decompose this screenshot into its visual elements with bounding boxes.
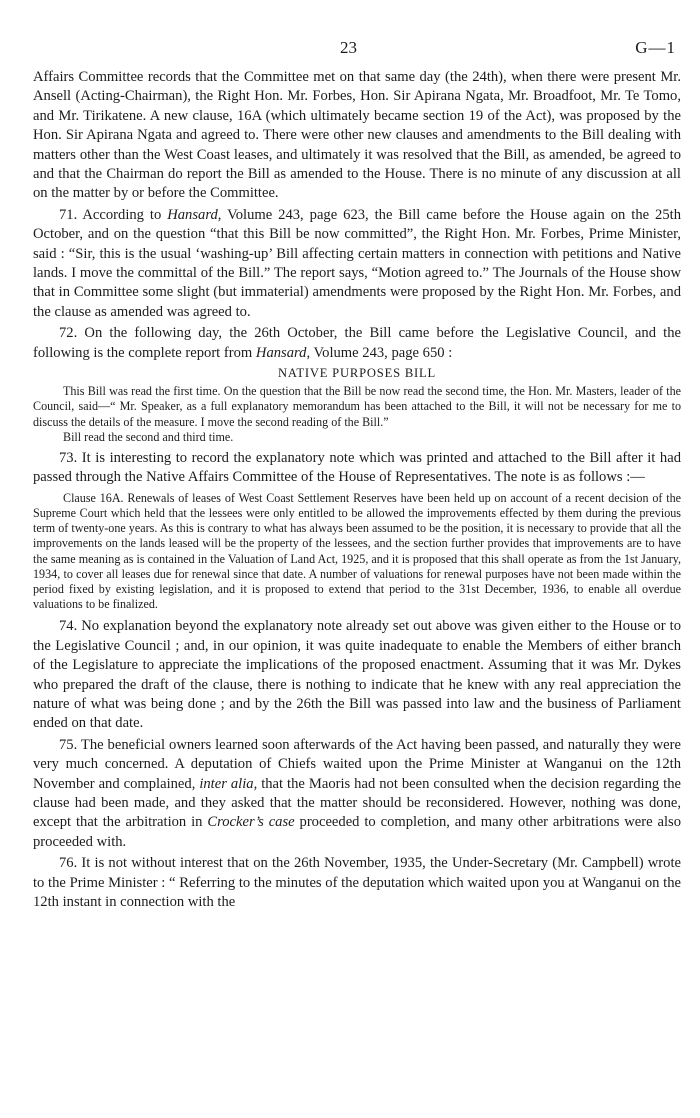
section-heading: NATIVE PURPOSES BILL <box>277 366 437 381</box>
explanatory-note-text: Clause 16A. Renewals of leases of West Coast Settlement Reserves have been held up on account of a recent decision of the Supreme Court which held that the lessees were only entitled to be allowed the improvements effected by them during the previous term of twenty-one years. As this is contrary to what has always been assumed to be the position, it is necessary to provide that all the improvements on the lands leased will be the property of the lessees, and the section further provides that improvements are to have the same meaning as is contained in the Valuation of Land Act, 1925, and it is proposed that this shall operate as from the 1st January, 1934, to cover all leases due for renewal since that date. A number of valuations for renewal purposes have not been made within the period fixed by existing legislation, and it is proposed to extend that period to the 31st December, 1936, to enable all overdue valuations to be finalized. <box>33 490 681 612</box>
paragraph-71: 71. According to Hansard, Volume 243, page 623, the Bill came before the House again on the 25th October, and on the question “that this Bill be now committed”, the Right Hon. Mr. Forbes, Prime Minister, said : “Sir, this is the usual ‘washing-up’ Bill affecting certain matters in connection with petitions and Native lands. I move the committal of the Bill.” The report says, “Motion agreed to.” The Journals of the House show that in Committee some slight (but immaterial) amendments were proposed by the Right Hon. Mr. Forbes, and the clause as amended was agreed to. <box>33 206 681 320</box>
page-header <box>0 38 700 58</box>
hansard-quote-end: Bill read the second and third time. <box>63 429 234 444</box>
paragraph-76: 76. It is not without interest that on the 26th November, 1935, the Under-Secretary (Mr. Campbell) wrote to the Prime Minister : “ Referring to the minutes of the deputation which waited upon you at Wanganui on the 12th instant in connection with the <box>33 855 681 911</box>
hansard-quote: This Bill was read the first time. On the question that the Bill be now read the second time, the Hon. Mr. Masters, leader of the Council, said—“ Mr. Speaker, as a full explanatory memorandum has been attached to the Bill, it will not be necessary for me to discuss the details of the measure. I move the second reading of the Bill.” <box>33 384 681 429</box>
page-body <box>33 68 681 914</box>
paragraph-73: 73. It is interesting to record the explanatory note which was printed and attached to the Bill after it had passed through the Native Affairs Committee of the House of Representatives. The note is as follows :— <box>33 449 681 486</box>
paragraph-72: 72. On the following day, the 26th October, the Bill came before the Legislative Council, and the following is the complete report from Hansard, Volume 243, page 650 : <box>33 325 681 361</box>
document-reference: G—1 <box>635 38 676 57</box>
paragraph-75: 75. The beneficial owners learned soon afterwards of the Act having been passed, and naturally they were very much concerned. A deputation of Chiefs waited upon the Prime Minister at Wanganui on the 12th November and complained, inter alia, that the Maoris had not been consulted when the decision regarding the clause had been made, and they asked that the matter should be reconsidered. However, nothing was done, except that the arbitration in Crocker’s case proceeded to completion, and many other arbitrations were also proceeded with. <box>33 736 681 850</box>
explanatory-note <box>33 491 681 613</box>
paragraph-74: 74. No explanation beyond the explanatory note already set out above was given either to the House or to the Legislative Council ; and, in our opinion, it was quite inadequate to enable the Members of either branch of the Legislature to appreciate the implications of the proposed enactment. Assuming that it was Mr. Dykes who prepared the draft of the clause, there is nothing to indicate that he knew with any real appreciation the nature of what was being done ; and by the 26th the Bill was passed into law and the business of Parliament ended on that date. <box>33 618 681 732</box>
page-number: 23 <box>340 38 357 57</box>
paragraph-continuation: Affairs Committee records that the Committee met on that same day (the 24th), when there were present Mr. Ansell (Acting-Chairman), the Right Hon. Mr. Forbes, Hon. Sir Apirana Ngata, Mr. Broadfoot, Mr. Te Tomo, and Mr. Tirikatene. A new clause, 16A (which ultimately became section 19 of the Act), was proposed by the Hon. Sir Apirana Ngata and agreed to. There were other new clauses and amendments to the Bill dealing with matters other than the West Coast leases, and ultimately it was resolved that the Bill, as amended, be agreed to and that the Chairman do report the Bill as amended to the House. There is no minute of any discussion at all on the matter by or before the Committee. <box>33 69 681 202</box>
